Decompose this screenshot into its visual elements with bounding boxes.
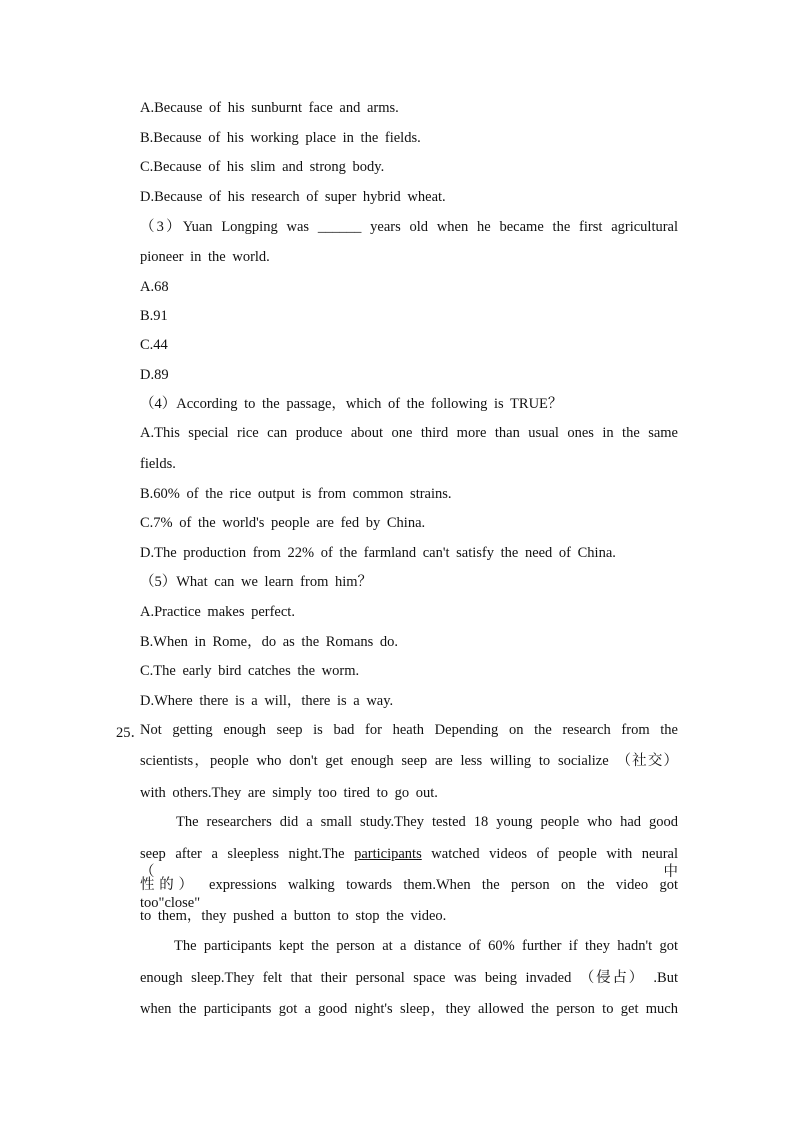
q4-option-a-cont: fields. (140, 456, 176, 472)
q4-stem: （4）According to the passage，which of the following is TRUE？ (140, 396, 563, 412)
q4-option-b: B.60% of the rice output is from common strains. (140, 486, 452, 502)
q3-option-d: D.89 (140, 367, 169, 383)
q3-option-c: C.44 (140, 337, 168, 353)
q4-option-a: A.This special rice can produce about one third more than usual ones in the same (140, 425, 678, 441)
q3-stem (140, 218, 678, 236)
q3-stem-line2: pioneer in the world. (140, 249, 270, 265)
q2-option-b: B.Because of his working place in the fields. (140, 130, 421, 146)
passage-p1-line1: Not getting enough seep is bad for heath Depending on the research from the (140, 722, 678, 738)
q5-stem: （5）What can we learn from him？ (140, 574, 373, 590)
q3-option-a: A.68 (140, 279, 169, 295)
q5-option-a: A.Practice makes perfect. (140, 604, 295, 620)
passage-p3-line1: The participants kept the person at a distance of 60% further if they hadn't got (174, 938, 678, 954)
passage-p2-line2-b: watched videos of people with neural （中 (140, 846, 678, 880)
q3-stem-part-a: （3）Yuan Longping was (140, 219, 310, 235)
passage-p3-line2: enough sleep.They felt that their personal space was being invaded （侵占） .But (140, 970, 678, 986)
q5-option-d: D.Where there is a will，there is a way. (140, 693, 394, 709)
underlined-word-participants: participants (354, 846, 422, 862)
q3-blank: ______ (317, 219, 362, 235)
question-number-25: 25． (116, 725, 145, 741)
passage-p2-line3: 性的） expressions walking towards them.When the person on the video got too"close" (140, 877, 678, 911)
q3-option-b: B.91 (140, 308, 168, 324)
q2-option-c: C.Because of his slim and strong body. (140, 159, 385, 175)
passage-p2-line4: to them，they pushed a button to stop the video. (140, 908, 447, 924)
q2-option-a: A.Because of his sunburnt face and arms. (140, 100, 399, 116)
q3-stem-part-b: years old when he became the first agricultural (370, 219, 679, 235)
q4-option-c: C.7% of the world's people are fed by China. (140, 515, 426, 531)
q2-option-d: D.Because of his research of super hybrid wheat. (140, 189, 446, 205)
passage-p2-line2-a: seep after a sleepless night.The (140, 846, 345, 862)
passage-p1-line2: scientists，people who don't get enough seep are less willing to socialize （社交） (140, 753, 678, 769)
passage-p3-line3: when the participants got a good night's sleep，they allowed the person to get much (140, 1001, 678, 1017)
passage-p1-line3: with others.They are simply too tired to go out. (140, 785, 438, 801)
q4-option-d: D.The production from 22% of the farmland can't satisfy the need of China. (140, 545, 616, 561)
passage-p2-line1: The researchers did a small study.They tested 18 young people who had good (176, 814, 678, 830)
q5-option-b: B.When in Rome，do as the Romans do. (140, 634, 399, 650)
q5-option-c: C.The early bird catches the worm. (140, 663, 360, 679)
